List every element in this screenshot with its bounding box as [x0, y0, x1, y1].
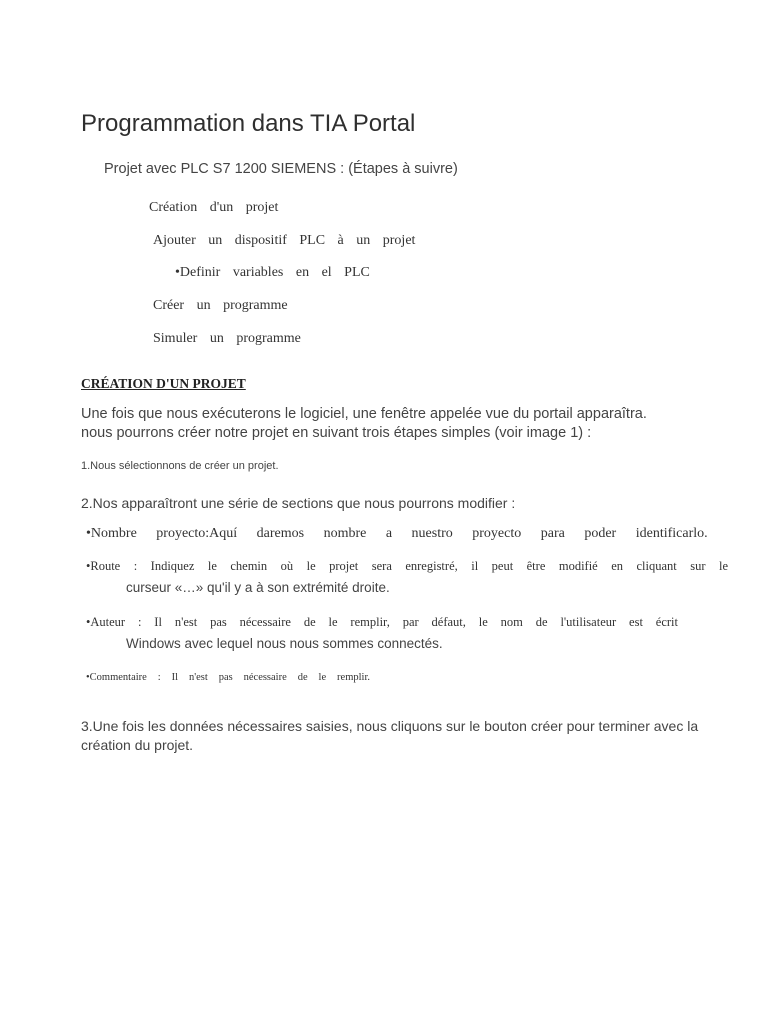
- point-3: 3.Une fois les données nécessaires saisies, nous cliquons sur le bouton créer pour terminer avec la création du projet.: [81, 718, 699, 753]
- bullet-item: •Nombre proyecto:Aquí daremos nombre a nuestro proyecto para poder identificarlo.: [86, 526, 708, 541]
- step-item: Ajouter un dispositif PLC à un projet: [153, 233, 416, 248]
- step-item: Création d'un projet: [149, 200, 279, 215]
- intro-line: nous pourrons créer notre projet en suivant trois étapes simples (voir image 1) :: [81, 425, 592, 441]
- bullet-continuation: Windows avec lequel nous nous sommes connectés.: [126, 636, 443, 651]
- bullet-item: [86, 559, 728, 595]
- bullet-item: [86, 615, 678, 651]
- intro-paragraph: [81, 405, 701, 443]
- bullet-line: •Auteur : Il n'est pas nécessaire de le remplir, par défaut, le nom de l'utilisateur est écrit: [86, 615, 678, 629]
- bullet-continuation: curseur «…» qu'il y a à son extrémité droite.: [126, 580, 390, 595]
- intro-line: Une fois que nous exécuterons le logiciel, une fenêtre appelée vue du portail apparaîtra.: [81, 406, 647, 422]
- step-item: Créer un programme: [153, 298, 288, 313]
- point-2: 2.Nos apparaîtront une série de sections que nous pourrons modifier :: [81, 495, 516, 511]
- page-title: Programmation dans TIA Portal: [81, 110, 416, 137]
- section-heading-text: CRÉATION D'UN PROJET: [81, 376, 246, 391]
- section-heading: [81, 376, 284, 392]
- bullet-item: •Commentaire : Il n'est pas nécessaire de le remplir.: [86, 672, 370, 683]
- bullet-line: •Route : Indiquez le chemin où le projet sera enregistré, il peut être modifié en cliquant sur le: [86, 559, 728, 573]
- page-subtitle: Projet avec PLC S7 1200 SIEMENS : (Étapes à suivre): [104, 161, 458, 177]
- step-item: Simuler un programme: [153, 331, 301, 346]
- point-1: 1.Nous sélectionnons de créer un projet.: [81, 460, 279, 472]
- step-item: •Definir variables en el PLC: [175, 265, 370, 280]
